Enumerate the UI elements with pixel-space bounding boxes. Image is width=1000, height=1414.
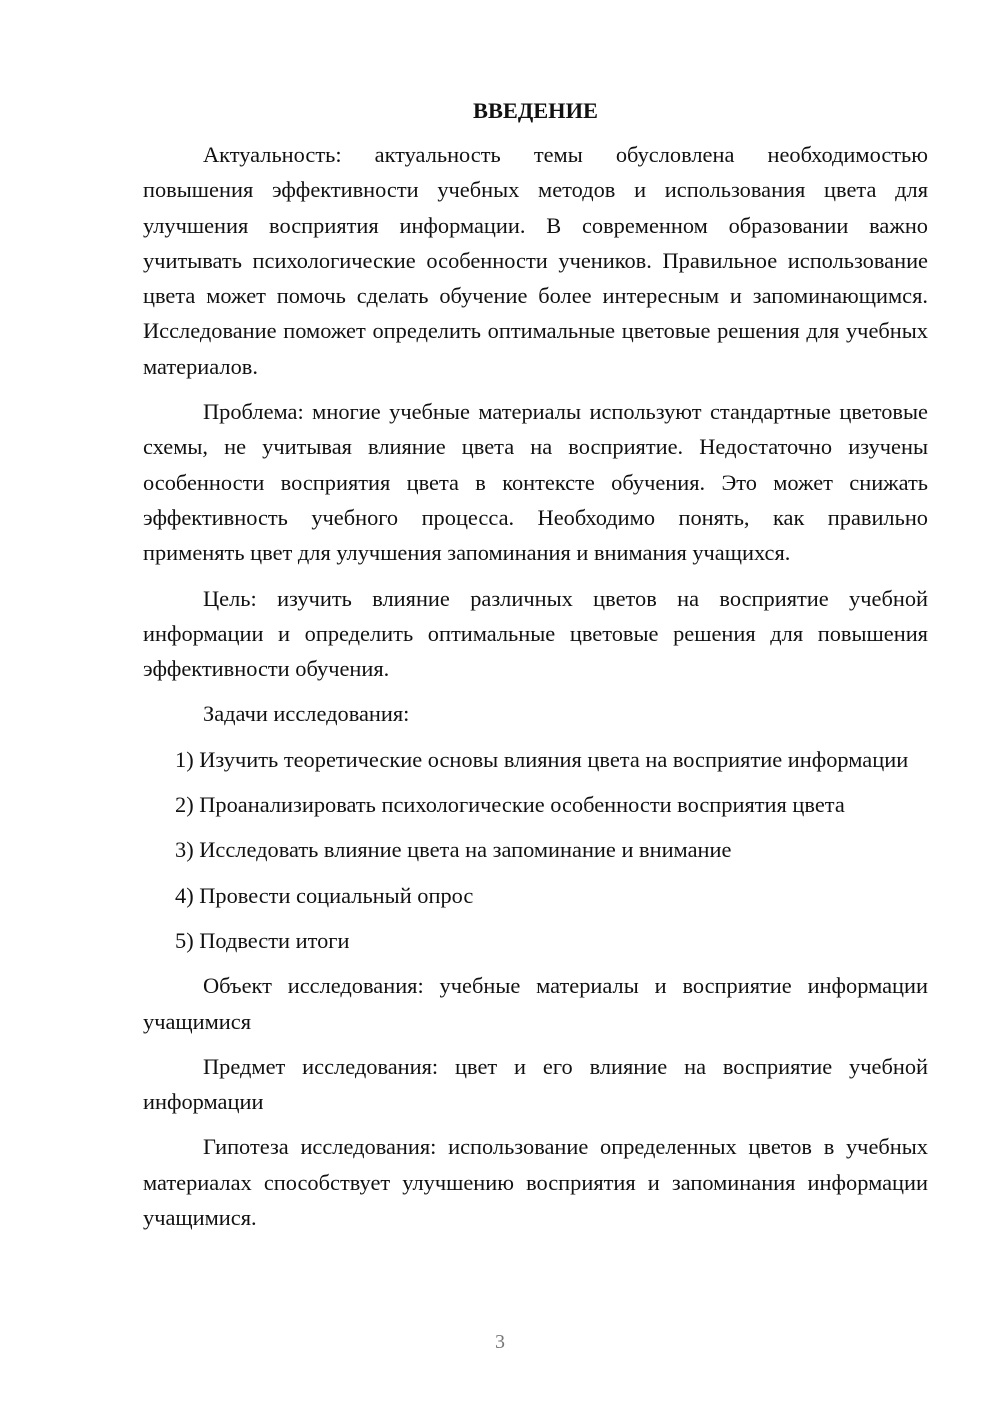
- tasks-heading: Задачи исследования:: [203, 701, 410, 727]
- list-item: 4) Провести социальный опрос: [175, 882, 474, 908]
- page-number: 3: [495, 1331, 505, 1353]
- document-body: [143, 92, 928, 1235]
- paragraph-relevance: Актуальность: актуальность темы обусловлена необходимостью повышения эффективности учебных методов и использования цвета для улучшения восприятия информации. В современном образовании важно учитывать психологические особенности учеников. Правильное использование цвета может помочь сделать обучение более интересным и запоминающимся. Исследование поможет определить оптимальные цветовые решения для учебных материалов.: [143, 142, 928, 379]
- list-item: 5) Подвести итоги: [175, 927, 350, 953]
- document-title: ВВЕДЕНИЕ: [473, 98, 598, 123]
- list-item: 2) Проанализировать психологические особенности восприятия цвета: [175, 792, 845, 818]
- paragraph-object: Объект исследования: учебные материалы и восприятие информации учащимися: [143, 973, 928, 1034]
- list-item: 3) Исследовать влияние цвета на запоминание и внимание: [175, 837, 732, 863]
- paragraph-problem: Проблема: многие учебные материалы используют стандартные цветовые схемы, не учитывая влияние цвета на восприятие. Недостаточно изучены особенности восприятия цвета в контексте обучения. Это может снижать эффективность учебного процесса. Необходимо понять, как правильно применять цвет для улучшения запоминания и внимания учащихся.: [143, 399, 928, 566]
- list-item: 1) Изучить теоретические основы влияния цвета на восприятие информации: [175, 746, 909, 772]
- paragraph-goal: Цель: изучить влияние различных цветов на восприятие учебной информации и определить оптимальные цветовые решения для повышения эффективности обучения.: [143, 585, 928, 682]
- paragraph-subject: Предмет исследования: цвет и его влияние на восприятие учебной информации: [143, 1053, 928, 1115]
- paragraph-hypothesis: Гипотеза исследования: использование определенных цветов в учебных материалах способствует улучшению восприятия и запоминания информации учащимися.: [143, 1134, 928, 1231]
- tasks-list: [143, 742, 928, 958]
